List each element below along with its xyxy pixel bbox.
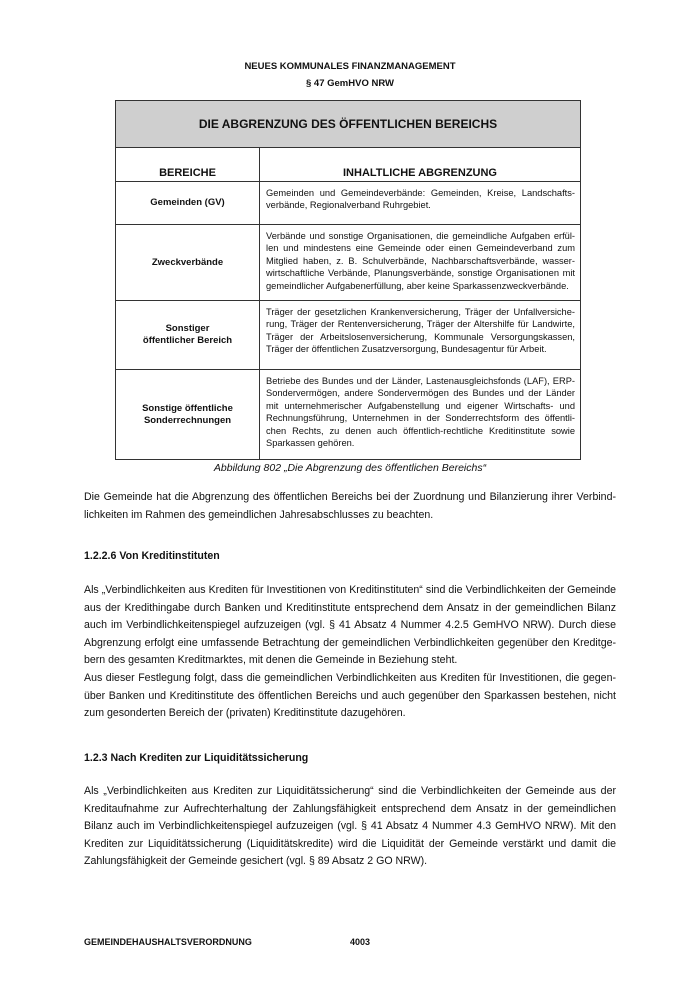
row-category-line: Sonstiger bbox=[165, 323, 210, 334]
table-row bbox=[116, 182, 581, 225]
row-category-line: Sonderrechnungen bbox=[143, 414, 232, 426]
header-title: NEUES KOMMUNALES FINANZMANAGEMENT bbox=[244, 61, 456, 72]
row-category bbox=[116, 301, 260, 370]
row-description: Verbände und sonstige Organisationen, die gemeindliche Aufgaben erfül-len und mindestens eine Gemeinde oder einen Gemeindeverband zum Mitglied haben, z. B. Schulverbände, Nachbarschaftsverbände, wasser-wirtschaftliche Verbände, Planungsverbände, sonstige Organisationen mit gemeindlicher Aufgabenerfüllung, aber keine Sparkassenzweckverbände. bbox=[260, 225, 581, 301]
paragraph-festlegung: Aus dieser Festlegung folgt, dass die gemeindlichen Verbindlichkeiten aus Krediten für Investitionen, die gegen-über Banken und Kreditinstitute des öffentlichen Bereichs und auch gegenüber den Sparkassen bestehen, nicht zum gesonderten Bereich der (privaten) Kreditinstitute dazugehören. bbox=[84, 672, 616, 720]
row-category-line: Sonstige öffentliche bbox=[142, 402, 233, 414]
row-category: Zweckverbände bbox=[116, 225, 260, 301]
paragraph-liquiditaet: Als „Verbindlichkeiten aus Krediten zur Liquiditätssicherung“ sind die Verbindlichkeiten der Gemeinde aus der Kreditaufnahme zur Aufrechterhaltung der Zahlungsfähigkeit entsprechend dem Ansatz in der gemeindlichen Bilanz auch im Verbindlichkeitenspiegel aufzuzeigen (vgl. § 41 Absatz 4 Nummer 4.3 GemHVO NRW). Mit den Krediten zur Liquiditätssicherung (Liquiditätskredite) wird die Liquidität der Gemeinde verstärkt und damit die Zahlungsfähigkeit der Gemeinde gesichert (vgl. § 89 Absatz 2 GO NRW). bbox=[84, 785, 616, 868]
footer-title: GEMEINDEHAUSHALTSVERORDNUNG bbox=[84, 937, 252, 947]
paragraph-kreditinstitute: Als „Verbindlichkeiten aus Krediten für Investitionen von Kreditinstituten“ sind die Verbindlichkeiten der Gemeinde aus der Kredithingabe durch Banken und Kreditinstitute entsprechend dem Ansatz in der gemeindlichen Bilanz auch im Verbindlichkeitenspiegel aufzuzeigen (vgl. § 41 Absatz 4 Nummer 4.2.5 GemHVO NRW). Durch diese Abgrenzung erfolgt eine umfassende Betrachtung der gemeindlichen Verbindlichkeiten gegenüber den Kreditge-bern des gesamten Kreditmarktes, mit denen die Gemeinde in Beziehung steht. bbox=[84, 584, 616, 667]
table-row bbox=[116, 301, 581, 370]
page-number: 4003 bbox=[350, 937, 371, 947]
row-category bbox=[116, 370, 260, 460]
section-heading-kreditinstitute: 1.2.2.6 Von Kreditinstituten bbox=[84, 550, 220, 562]
figure-caption: Abbildung 802 „Die Abgrenzung des öffentlichen Bereichs“ bbox=[213, 462, 487, 474]
definition-table bbox=[115, 100, 581, 460]
table-title: DIE ABGRENZUNG DES ÖFFENTLICHEN BEREICHS bbox=[116, 101, 581, 148]
column-header-abgrenzung: INHALTLICHE ABGRENZUNG bbox=[260, 148, 581, 182]
column-header-bereiche: BEREICHE bbox=[116, 148, 260, 182]
row-description: Träger der gesetzlichen Krankenversicherung, Träger der Unfallversiche-rung, Träger der Rentenversicherung, Träger der Altershilfe für Landwirte, Träger der Arbeitslosenversicherung, Kommunale Versorgungskassen, Träger der öffentlichen Zusatzversorgung, Bundesagentur für Arbeit. bbox=[260, 301, 581, 370]
row-description: Betriebe des Bundes und der Länder, Lastenausgleichsfonds (LAF), ERP-Sondervermögen, andere Sondervermögen des Bundes und der Länder mit unternehmerischer Aufgabenstellung und eigener Wirtschafts- und Rechnungsführung, Unternehmen in der Sonderrechtsform des öffentli-chen Rechts, zu denen auch öffentlich-rechtliche Kreditinstitute sowie Sparkassen gehören. bbox=[260, 370, 581, 460]
row-description: Gemeinden und Gemeindeverbände: Gemeinden, Kreise, Landschafts-verbände, Regionalverband Ruhrgebiet. bbox=[260, 182, 581, 225]
section-heading-liquiditaet: 1.2.3 Nach Krediten zur Liquiditätssicherung bbox=[84, 752, 309, 764]
table-row bbox=[116, 225, 581, 301]
row-category-line: öffentlicher Bereich bbox=[142, 335, 233, 346]
header-subtitle: § 47 GemHVO NRW bbox=[306, 78, 394, 89]
paragraph-intro: Die Gemeinde hat die Abgrenzung des öffentlichen Bereichs bei der Zuordnung und Bilanzierung ihrer Verbind-lichkeiten im Rahmen des gemeindlichen Jahresabschlusses zu beachten. bbox=[84, 491, 616, 521]
row-category: Gemeinden (GV) bbox=[116, 182, 260, 225]
table-row bbox=[116, 370, 581, 460]
